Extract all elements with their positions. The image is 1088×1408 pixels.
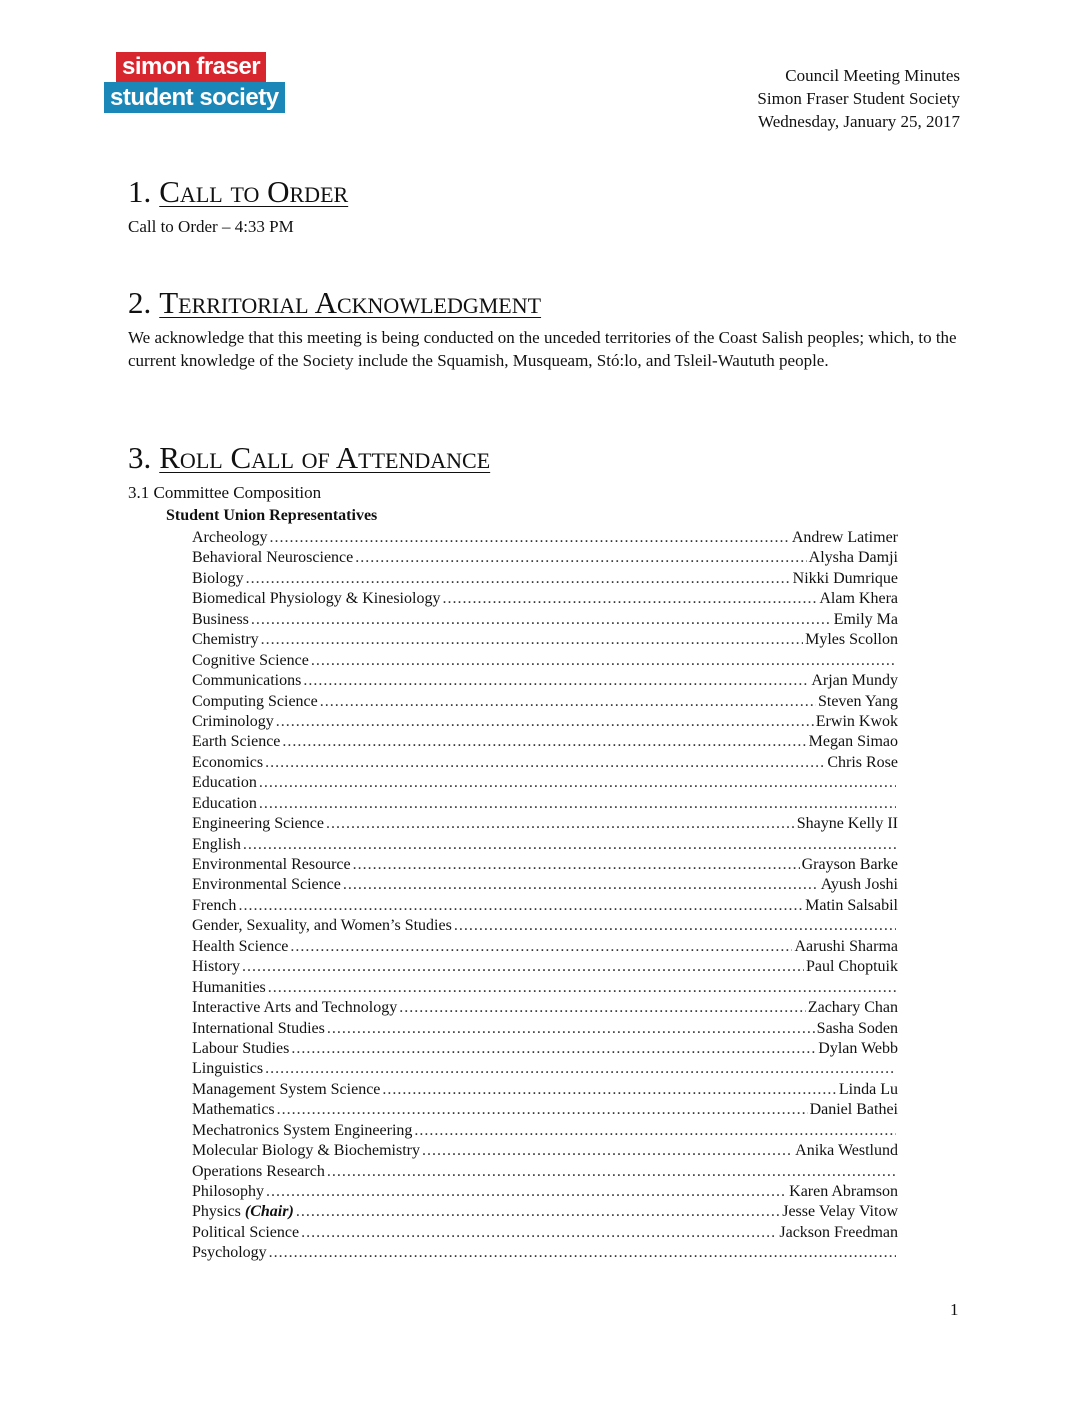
department-name — [192, 1223, 299, 1243]
page-number: 1 — [950, 1300, 959, 1319]
department-name — [192, 1182, 264, 1202]
department-label: Linguistics — [192, 1060, 264, 1078]
department-label: Archeology — [192, 529, 268, 546]
section-number: 3. — [128, 440, 152, 475]
representative-name: Megan Simao — [808, 733, 898, 751]
document-header — [757, 64, 960, 133]
department-label: Interactive Arts and Technology — [192, 999, 398, 1017]
representative-name: Andrew Latimer — [791, 529, 898, 546]
representative-name: Linda Lu — [838, 1080, 898, 1098]
department-name — [192, 773, 257, 793]
department-label: Mathematics — [192, 1101, 275, 1119]
department-label: Communications — [192, 672, 302, 690]
representative-name: Matin Salsabil — [805, 896, 898, 914]
dot-leader — [303, 671, 809, 691]
roster-row — [192, 794, 898, 814]
department-name — [192, 937, 288, 957]
roster-row — [192, 1121, 898, 1141]
dot-leader — [414, 1121, 896, 1141]
department-label: Chemistry — [192, 631, 259, 649]
dot-leader — [301, 1223, 777, 1243]
dot-leader — [422, 1141, 793, 1161]
roster-row — [192, 1100, 898, 1120]
department-label: Gender, Sexuality, and Women’s Studies — [192, 917, 452, 935]
roster-row — [192, 732, 898, 752]
roster-row — [192, 630, 898, 650]
dot-leader — [251, 610, 832, 630]
department-label: International Studies — [192, 1019, 325, 1037]
department-label: Behavioral Neuroscience — [192, 549, 354, 567]
roster-row — [192, 814, 898, 834]
department-name — [192, 896, 236, 916]
dot-leader — [327, 1019, 815, 1039]
department-label: Labour Studies — [192, 1039, 290, 1057]
student-union-representatives-heading: Student Union Representatives — [166, 507, 378, 524]
department-label: Computing Science — [192, 692, 318, 710]
department-name — [192, 1019, 325, 1039]
department-label: Political Science — [192, 1223, 300, 1241]
dot-leader — [266, 1182, 787, 1202]
section-number: 2. — [128, 285, 152, 320]
department-label: Environmental Science — [192, 876, 341, 894]
department-label: Business — [192, 610, 249, 628]
dot-leader — [320, 692, 816, 712]
roster-row — [192, 712, 898, 732]
department-label: Engineering Science — [192, 815, 324, 833]
sfss-logo — [104, 52, 286, 116]
department-name — [192, 855, 351, 875]
department-label: French — [192, 896, 237, 914]
roster-row — [192, 1202, 898, 1222]
dot-leader — [326, 814, 795, 834]
department-label: History — [192, 958, 240, 976]
section-title: Territorial Acknowledgment — [159, 285, 542, 320]
dot-leader — [259, 773, 896, 793]
department-name — [192, 1243, 267, 1263]
roster-row — [192, 548, 898, 568]
section-number: 1. — [128, 174, 152, 209]
department-label: Molecular Biology & Biochemistry — [192, 1142, 420, 1160]
department-name — [192, 957, 240, 977]
roster-row — [192, 855, 898, 875]
department-name — [192, 610, 249, 630]
department-label: Cognitive Science — [192, 651, 309, 669]
dot-leader — [243, 835, 896, 855]
department-name — [192, 978, 266, 998]
department-name — [192, 732, 280, 752]
dot-leader — [265, 1059, 896, 1079]
committee-composition-heading: 3.1 Committee Composition — [128, 483, 322, 502]
roster-row — [192, 1019, 898, 1039]
department-label: Mechatronics System Engineering — [192, 1121, 413, 1139]
department-name — [192, 1141, 420, 1161]
department-name — [192, 692, 318, 712]
department-name — [192, 1121, 412, 1141]
roster-row — [192, 957, 898, 977]
department-name — [192, 1059, 263, 1079]
dot-leader — [399, 998, 806, 1018]
header-doc-type: Council Meeting Minutes — [785, 66, 960, 85]
roster-row — [192, 835, 898, 855]
department-label: Operations Research — [192, 1162, 325, 1180]
roster-row — [192, 896, 898, 916]
representative-name: Chris Rose — [827, 753, 898, 771]
representative-name: Sasha Soden — [816, 1019, 898, 1037]
department-name — [192, 589, 440, 609]
dot-leader — [355, 548, 806, 568]
department-label: Philosophy — [192, 1183, 265, 1200]
dot-leader — [265, 753, 825, 773]
department-label: Economics — [192, 753, 264, 771]
department-name — [192, 569, 244, 589]
dot-leader — [270, 528, 790, 548]
roster-row — [192, 1182, 898, 1202]
logo-line-2: student society — [104, 82, 285, 113]
department-name — [192, 794, 257, 814]
representative-name: Daniel Bathei — [809, 1101, 898, 1119]
representative-name: Jackson Freedman — [779, 1223, 898, 1241]
representative-name: Emily Ma — [833, 610, 898, 628]
header-org-name: Simon Fraser Student Society — [757, 89, 960, 108]
section-title: Roll Call of Attendance — [159, 440, 491, 475]
representative-name: Karen Abramson — [789, 1183, 898, 1200]
department-name — [192, 712, 274, 732]
department-name — [192, 1080, 380, 1100]
department-label: Earth Science — [192, 733, 281, 751]
roster-row — [192, 610, 898, 630]
dot-leader — [242, 957, 804, 977]
call-to-order-text: Call to Order – 4:33 PM — [128, 217, 294, 236]
dot-leader — [246, 569, 791, 589]
representative-name: Shayne Kelly II — [796, 815, 898, 833]
roster-row — [192, 1223, 898, 1243]
representative-name: Alam Khera — [819, 590, 898, 608]
roster-row — [192, 651, 898, 671]
department-name — [192, 814, 324, 834]
dot-leader — [238, 896, 803, 916]
header-date: Wednesday, January 25, 2017 — [758, 112, 960, 131]
representative-name: Myles Scollon — [805, 631, 898, 649]
logo-line-1: simon fraser — [116, 52, 266, 82]
department-label: Humanities — [192, 978, 266, 996]
department-label: English — [192, 835, 241, 853]
dot-leader — [261, 630, 803, 650]
roster-row — [192, 1080, 898, 1100]
dot-leader — [269, 1243, 896, 1263]
department-name — [192, 671, 301, 691]
department-label: Physics — [192, 1203, 241, 1221]
representative-name: Paul Choptuik — [805, 958, 898, 976]
representative-name: Ayush Joshi — [820, 876, 898, 894]
dot-leader — [343, 875, 819, 895]
roster-row — [192, 998, 898, 1018]
department-label: Education — [192, 774, 257, 792]
roster-row — [192, 773, 898, 793]
dot-leader — [282, 732, 806, 752]
department-label: Psychology — [192, 1244, 267, 1262]
roster-row — [192, 937, 898, 957]
dot-leader — [382, 1080, 837, 1100]
roster-row — [192, 978, 898, 998]
dot-leader — [291, 1039, 816, 1059]
representative-name: Grayson Barke — [801, 856, 898, 873]
department-label: Biology — [192, 569, 244, 587]
department-label: Environmental Resource — [192, 856, 351, 873]
representative-name: Erwin Kwok — [815, 712, 898, 730]
roster-row — [192, 1039, 898, 1059]
department-label: Criminology — [192, 712, 274, 730]
dot-leader — [442, 589, 817, 609]
roster-row — [192, 875, 898, 895]
roster-row — [192, 1141, 898, 1161]
dot-leader — [268, 978, 896, 998]
section-heading-territorial-acknowledgment — [128, 285, 541, 321]
roster-row — [192, 589, 898, 609]
department-name — [192, 916, 452, 936]
dot-leader — [311, 651, 896, 671]
dot-leader — [276, 712, 814, 732]
representative-name: Nikki Dumrique — [792, 569, 898, 587]
department-name — [192, 835, 241, 855]
representative-name: Steven Yang — [817, 692, 898, 710]
representative-name: Alysha Damji — [808, 549, 898, 567]
department-name — [192, 651, 309, 671]
department-name — [192, 548, 353, 568]
dot-leader — [353, 855, 800, 875]
roster-row — [192, 671, 898, 691]
dot-leader — [290, 937, 792, 957]
department-label: Biomedical Physiology & Kinesiology — [192, 590, 441, 608]
department-name — [192, 630, 259, 650]
department-name — [192, 1162, 325, 1182]
roster-row — [192, 528, 898, 548]
roster-row — [192, 1162, 898, 1182]
department-name — [192, 753, 263, 773]
roster-row — [192, 753, 898, 773]
department-label: Education — [192, 794, 257, 812]
representative-name: Arjan Mundy — [811, 672, 898, 690]
department-name — [192, 528, 268, 548]
department-name — [192, 1039, 289, 1059]
dot-leader — [327, 1162, 896, 1182]
chair-note: (Chair) — [244, 1203, 294, 1221]
roster-row — [192, 1243, 898, 1263]
dot-leader — [454, 916, 896, 936]
dot-leader — [277, 1100, 808, 1120]
department-label: Management System Science — [192, 1080, 381, 1098]
roster-row — [192, 1059, 898, 1079]
section-title: Call to Order — [159, 174, 349, 209]
representative-name: Jesse Velay Vitow — [782, 1203, 898, 1221]
representatives-roster — [192, 528, 898, 1264]
roster-row — [192, 692, 898, 712]
representative-name: Zachary Chan — [807, 999, 898, 1017]
roster-row — [192, 916, 898, 936]
department-name — [192, 1202, 294, 1222]
representative-name: Anika Westlund — [795, 1142, 898, 1160]
territorial-acknowledgment-text: We acknowledge that this meeting is being conducted on the unceded territories of the Coast Salish peoples; which, to the current knowledge of the Society include the Squamish, Musqueam, Stó:lo, and Tsleil-Waututh people. — [128, 328, 957, 370]
representative-name: Aarushi Sharma — [794, 937, 898, 955]
representative-name: Dylan Webb — [818, 1039, 898, 1057]
department-label: Health Science — [192, 937, 289, 955]
department-name — [192, 875, 341, 895]
dot-leader — [259, 794, 896, 814]
section-heading-roll-call — [128, 440, 490, 476]
roster-row — [192, 569, 898, 589]
section-heading-call-to-order — [128, 174, 348, 210]
dot-leader — [296, 1202, 780, 1222]
department-name — [192, 998, 397, 1018]
department-name — [192, 1100, 275, 1120]
